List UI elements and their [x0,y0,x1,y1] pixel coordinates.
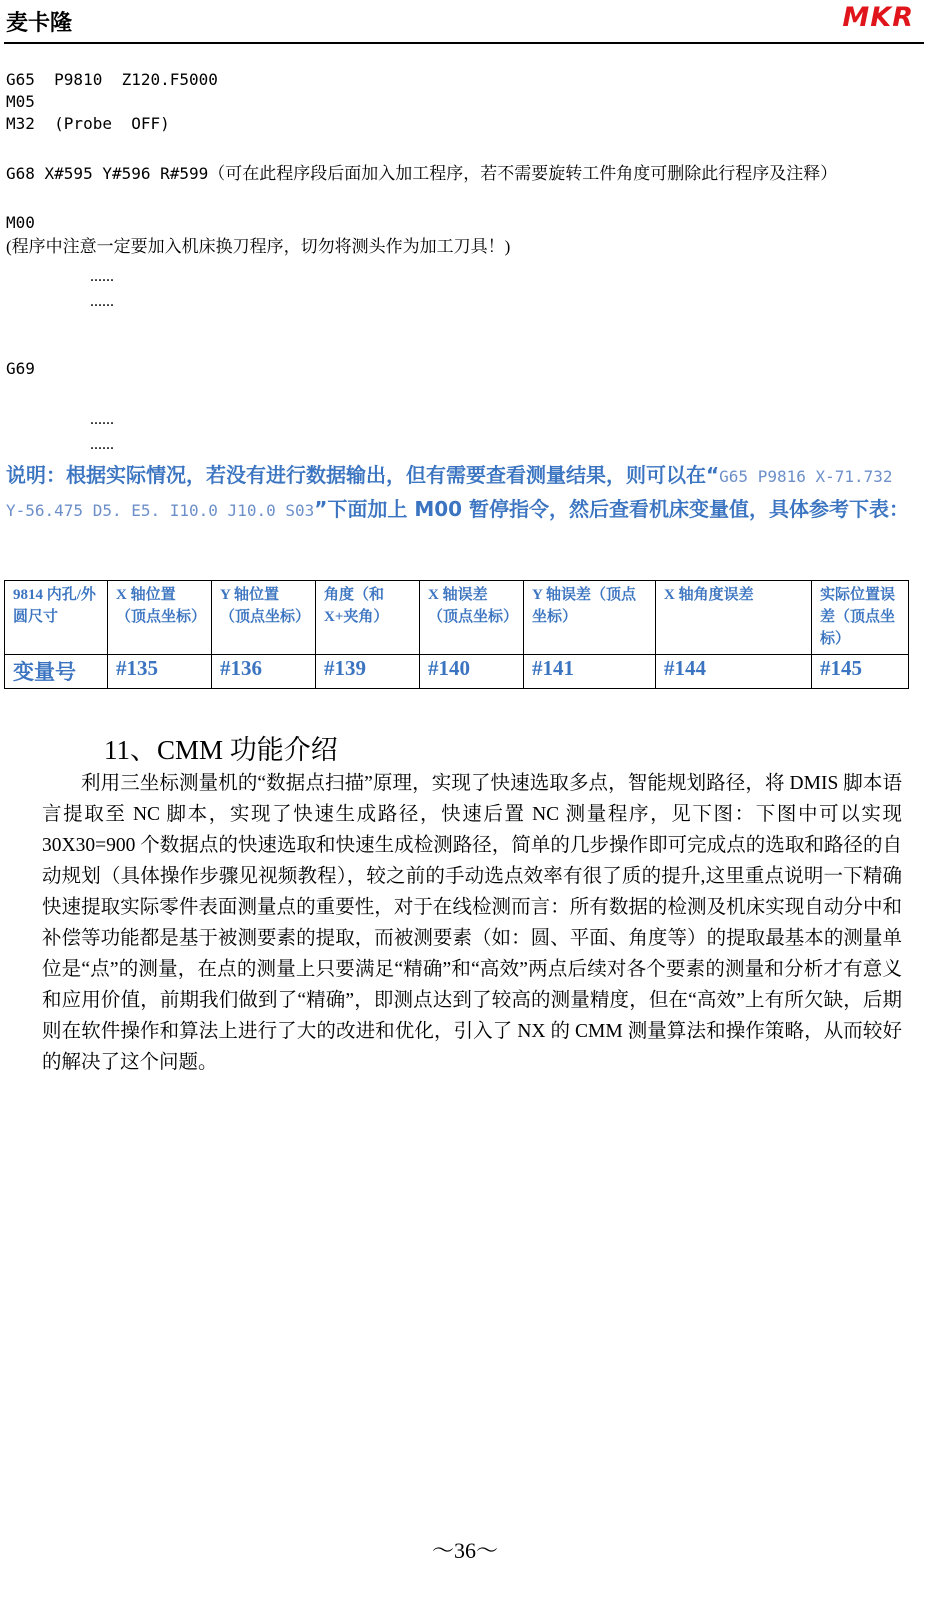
table-header-cell: Y 轴误差（顶点坐标） [524,581,656,655]
variable-table [4,580,909,689]
table-header-cell: 实际位置误差（顶点坐标） [812,581,909,655]
table-cell: 变量号 [5,655,108,689]
code-line: G65 P9810 Z120.F5000 [6,70,218,89]
g68-code: G68 X#595 Y#596 R#599 [6,164,209,183]
header-divider [4,42,924,44]
note-paragraph [6,459,911,527]
note-text: ”下面加上 M00 暂停指令，然后查看机床变量值，具体参考下表： [314,497,910,521]
table-cell: #140 [420,655,524,689]
note-code: G65 P9816 X-71.732 Y-56.475 D5. E5. I10.0 J10.0 S03 [6,467,893,520]
table-header-cell: Y 轴位置（顶点坐标） [212,581,316,655]
table-cell: #141 [524,655,656,689]
table-cell: #135 [108,655,212,689]
table-cell: #139 [316,655,420,689]
table-row [5,655,909,689]
table-cell: #144 [656,655,812,689]
m00-line: M00 [6,213,35,232]
ellipsis: ...... [90,268,114,285]
table-cell: #136 [212,655,316,689]
table-header-cell: X 轴角度误差 [656,581,812,655]
tool-change-note: (程序中注意一定要加入机床换刀程序，切勿将测头作为加工刀具！) [6,237,511,256]
mkr-logo: MKR [842,2,914,33]
header-title: 麦卡隆 [6,11,73,36]
body-paragraph: 利用三坐标测量机的“数据点扫描”原理，实现了快速选取多点，智能规划路径，将 DMIS 脚本语言提取至 NC 脚本，实现了快速生成路径，快速后置 NC 测量程序，见下图：下图中可以实现 30X30=900 个数据点的快速选取和快速生成检测路径，简单的几步操作即可完成点的选取和路径的自动规划（具体操作步骤见视频教程），较之前的手动选点效率有很了质的提升,这里重点说明一下精确快速提取实际零件表面测量点的重要性，对于在线检测而言：所有数据的检测及机床实现自动分中和补偿等功能都是基于被测要素的提取，而被测要素（如：圆、平面、角度等）的提取最基本的测量单位是“点”的测量，在点的测量上只要满足“精确”和“高效”两点后续对各个要素的测量和分析才有意义和应用价值，前期我们做到了“精确”，即测点达到了较高的测量精度，但在“高效”上有所欠缺，后期则在软件操作和算法上进行了大的改进和优化，引入了 NX 的 CMM 测量算法和操作策略，从而较好的解决了这个问题。 [42,773,902,1073]
ellipsis: ...... [90,411,114,428]
ellipsis: ...... [90,293,114,310]
page-number: ～36～ [431,1538,498,1563]
g68-line [6,161,906,186]
ellipsis: ...... [90,436,114,453]
table-header-row [5,581,909,655]
table-header-cell: 角度（和 X+夹角） [316,581,420,655]
g69-line: G69 [6,359,35,378]
table-header-cell: X 轴位置（顶点坐标） [108,581,212,655]
note-text: 说明：根据实际情况，若没有进行数据输出，但有需要查看测量结果，则可以在“ [6,463,720,487]
table-header-cell: X 轴误差（顶点坐标） [420,581,524,655]
code-line: M32 (Probe OFF) [6,114,170,133]
code-line: M05 [6,92,35,111]
g68-comment: （可在此程序段后面加入加工程序，若不需要旋转工件角度可删除此行程序及注释） [208,164,838,183]
table-cell: #145 [812,655,909,689]
section-heading: 11、CMM 功能介绍 [104,735,338,765]
table-header-cell: 9814 内孔/外圆尺寸 [5,581,108,655]
